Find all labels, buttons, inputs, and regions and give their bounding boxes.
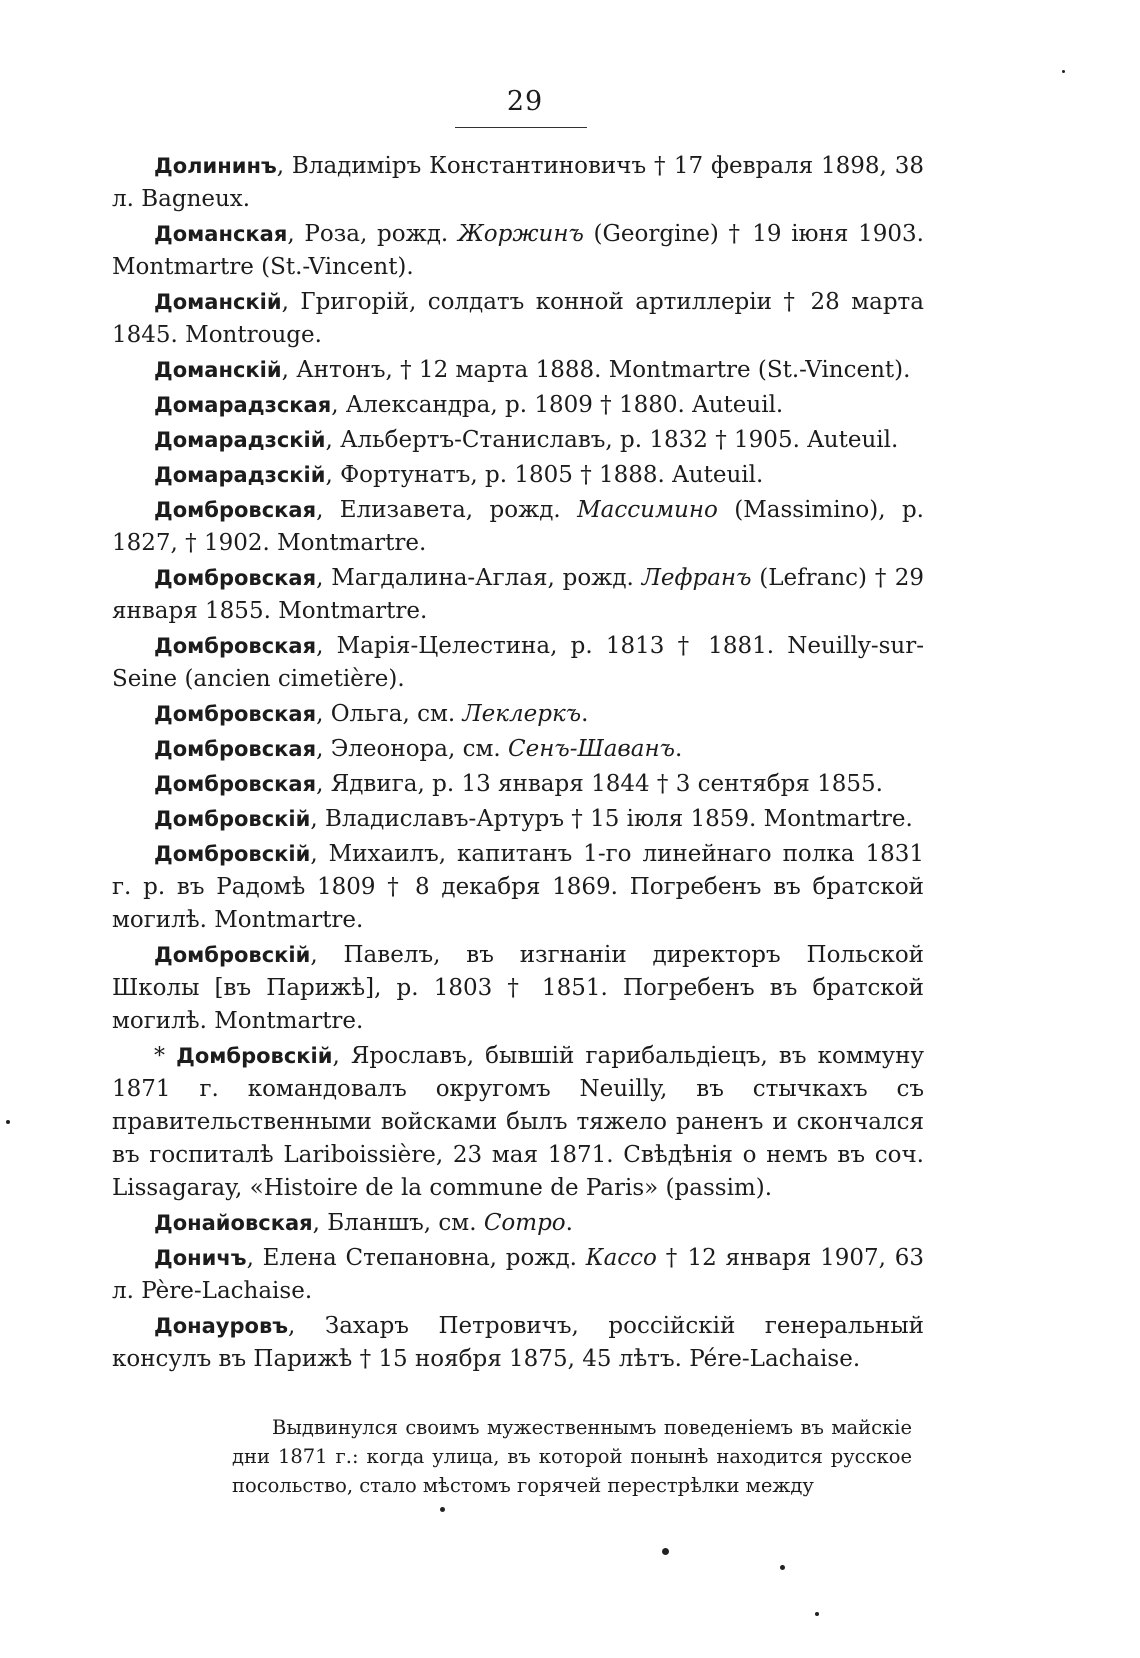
footnote-marker: * (154, 1044, 165, 1069)
entry: Домбровская, Марія-Целестина, р. 1813 † 1881. Neuilly-sur-Seine (ancien cimetière). (112, 633, 924, 692)
entry-list (112, 150, 924, 1378)
scan-speck (440, 1507, 445, 1512)
entry: Домарадзская, Александра, р. 1809 † 1880. Auteuil. (154, 392, 784, 418)
entry: Доничъ, Елена Степановна, рожд. Кассо † 12 января 1907, 63 л. Père-Lachaise. (112, 1245, 924, 1304)
page-number-rule (455, 127, 587, 128)
entry: Домбровская, Ольга, см. Леклеркъ. (154, 701, 589, 727)
scan-speck (662, 1548, 669, 1555)
entry: Домбровская, Элеонора, см. Сенъ-Шаванъ. (154, 736, 683, 762)
entry: Донауровъ, Захаръ Петровичъ, россійскій генеральный консулъ въ Парижѣ † 15 ноября 1875, 45 лѣтъ. Pére-Lachaise. (112, 1313, 924, 1372)
entry: * Домбровскій, Ярославъ, бывшій гарибальдіецъ, въ коммуну 1871 г. командовалъ округомъ Neuilly, въ стычкахъ съ правительственными войсками былъ тяжело раненъ и скончался въ госпиталѣ Lariboissière, 23 мая 1871. Свѣдѣнія о немъ въ соч. Lissagaray, «Histoire de la commune de Paris» (passim). (112, 1043, 925, 1201)
entry: Домбровская, Магдалина-Аглая, рожд. Лефранъ (Lefranc) † 29 января 1855. Montmartre. (112, 565, 925, 624)
entry: Домбровскій, Михаилъ, капитанъ 1-го линейнаго полка 1831 г. р. въ Радомѣ 1809 † 8 декабря 1869. Погребенъ въ братской могилѣ. Montmartre. (112, 841, 924, 933)
scan-speck (780, 1565, 785, 1570)
scan-speck (1062, 70, 1065, 73)
entry: Домбровская, Елизавета, рожд. Массимино (Massimino), р. 1827, † 1902. Montmartre. (112, 497, 924, 556)
entry: Домбровскій, Владиславъ-Артуръ † 15 іюля 1859. Montmartre. (154, 806, 913, 832)
entry: Домарадзскій, Фортунатъ, р. 1805 † 1888. Auteuil. (154, 462, 764, 488)
entry: Доманская, Роза, рожд. Жоржинъ (Georgine) † 19 іюня 1903. Montmartre (St.-Vincent). (112, 221, 924, 280)
entry: Домбровскій, Павелъ, въ изгнаніи директоръ Польской Школы [въ Парижѣ], р. 1803 † 1851. Погребенъ въ братской могилѣ. Montmartre. (112, 942, 924, 1034)
entry: Домбровская, Ядвига, р. 13 января 1844 † 3 сентября 1855. (154, 771, 883, 797)
entry: Домарадзскій, Альбертъ-Станиславъ, р. 1832 † 1905. Auteuil. (154, 427, 899, 453)
scan-speck (6, 1120, 10, 1124)
page-number: 29 (506, 86, 544, 117)
entry: Долининъ, Владиміръ Константиновичъ † 17 февраля 1898, 38 л. Bagneux. (112, 153, 924, 212)
footnote: Выдвинулся своимъ мужественнымъ поведеніемъ въ майскіе дни 1871 г.: когда улица, въ которой понынѣ находится русское посольство, стало мѣстомъ горячей перестрѣлки между (232, 1416, 912, 1497)
entry: Донайовская, Бланшъ, см. Сотро. (154, 1210, 573, 1236)
scan-speck (815, 1612, 819, 1616)
entry: Доманскій, Антонъ, † 12 марта 1888. Montmartre (St.-Vincent). (154, 357, 911, 383)
entry: Доманскій, Григорій, солдатъ конной артиллеріи † 28 марта 1845. Montrouge. (112, 289, 924, 348)
